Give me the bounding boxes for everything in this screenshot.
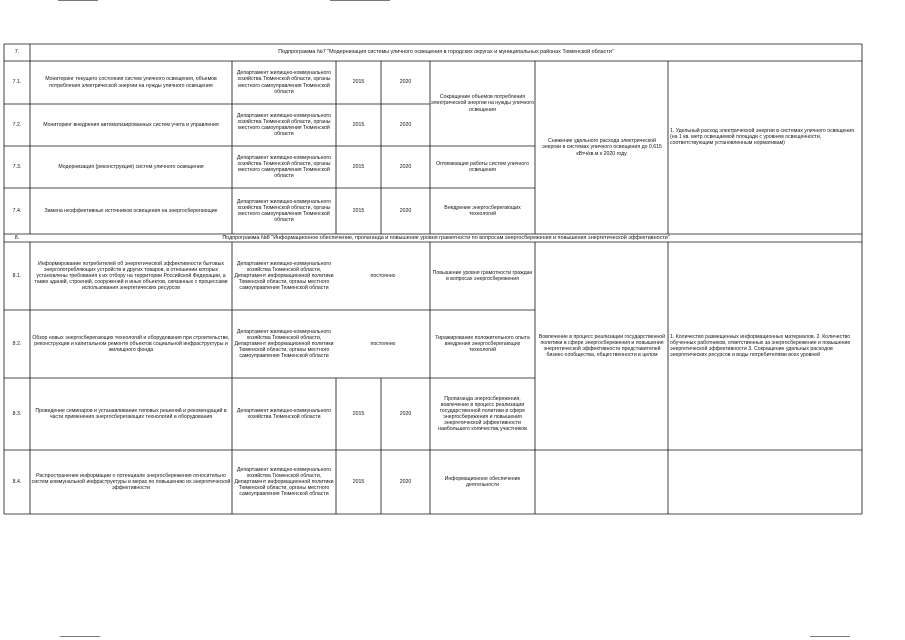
row-8-4-number: 8.4. — [12, 478, 22, 485]
row-7-4-result: Внедрение энергосберегающих технологий — [444, 204, 521, 217]
row-7-3-action: Модернизация (реконструкция) систем уличного освещения — [58, 163, 204, 170]
row-7-4-start: 2015 — [352, 207, 365, 214]
row-7-1-number: 7.1. — [12, 79, 22, 86]
row-7-3-executor: Департамент жилищно-коммунального хозяйства Тюменской области, органы местного самоуправления Тюменской области — [236, 154, 332, 180]
row-7-2-start: 2015 — [352, 121, 365, 128]
row-7-3-result: Оптимизация работы систем уличного освещения — [436, 160, 529, 173]
section-8-indicator: 1. Количество размещенных информационных материалов. 2. Количество обученных работников, ответственных за энергосбережение и повышение энергетической эффективности 3. Сокращение удельных расходов энергетических ресурсов и воды потребителями всех уровней — [670, 333, 851, 359]
section-7-title: Подпрограмма №7 "Модернизация системы уличного освещения в городских округах и муниципальных районах Тюменской области" — [278, 49, 614, 56]
row-7-3-number: 7.3. — [12, 163, 22, 170]
row-7-4-executor: Департамент жилищно-коммунального хозяйства Тюменской области, органы местного самоуправления Тюменской области — [236, 198, 332, 224]
row-8-3-start: 2015 — [352, 410, 365, 417]
section-8-number: 8. — [14, 234, 20, 241]
row-7-1-action: Мониторинг текущего состояния систем уличного освещения, объемов потребления электрической энергии на нужды уличного освещения — [45, 76, 217, 89]
row-7-1-end: 2020 — [399, 79, 412, 86]
row-7-4-end: 2020 — [399, 207, 412, 214]
row-8-1-number: 8.1. — [12, 272, 22, 279]
row-8-2-result: Тиражирование положительного опыта внедрения энергосберегающих технологий — [435, 334, 530, 354]
row-8-4-action: Распространение информации о потенциале энергосбережения относительно систем коммунальной инфраструктуры и мерах по повышению их энергетической эффективности — [31, 472, 231, 492]
row-8-4-end: 2020 — [399, 478, 412, 485]
row-7-2-action: Мониторинг внедрения автоматизированных систем учета и управления — [43, 121, 219, 128]
row-8-3-executor: Департамент жилищно-коммунального хозяйства Тюменской области — [236, 407, 332, 420]
row-8-4-executor: Департамент жилищно-коммунального хозяйства Тюменской области, Департамент информационной политики Тюменской области, органы местного самоуправления Тюменской области — [234, 466, 334, 498]
section-7-number: 7. — [14, 49, 20, 56]
row-7-3-end: 2020 — [399, 163, 412, 170]
row-8-4-start: 2015 — [352, 478, 365, 485]
row-8-1-result: Повышение уровня грамотности граждан в вопросах энергосбережения — [432, 269, 533, 282]
section-7-effect: Снижение удельного расхода электрической энергии в системах уличного освещения до 0,615 кВтч/кв.м к 2020 году. — [542, 138, 662, 157]
row-7-1-2-result: Сокращение объемов потребления электрической энергии на нужды уличного освещения — [431, 94, 534, 113]
row-7-1-start: 2015 — [352, 79, 365, 86]
section-7-indicator: 1. Удельный расход электрической энергии в системах уличного освещения (на 1 кв. метр освещаемой площади с уровнем освещенности, соответствующим установленным нормативам) — [670, 128, 854, 147]
row-7-2-end: 2020 — [399, 121, 412, 128]
row-7-4-number: 7.4. — [12, 207, 22, 214]
section-8-title: Подпрограмма №8 "Информационное обеспечение, пропаганда и повышение уровня грамотности по вопросам энергосбережения и повышения энергетической эффективности" — [222, 234, 670, 241]
row-8-2-executor: Департамент жилищно-коммунального хозяйства Тюменской области, Департамент информационной политики Тюменской области, органы местного самоуправления Тюменской области — [234, 328, 334, 360]
row-7-3-start: 2015 — [352, 163, 365, 170]
row-8-2-number: 8.2. — [12, 340, 22, 347]
row-8-1-period: постоянно — [370, 272, 396, 279]
row-7-2-executor: Департамент жилищно-коммунального хозяйства Тюменской области, органы местного самоуправления Тюменской области — [236, 112, 332, 138]
row-8-3-end: 2020 — [399, 410, 412, 417]
row-7-4-action: Замена неэффективных источников освещения на энергосберегающие — [44, 207, 218, 214]
row-8-1-executor: Департамент жилищно-коммунального хозяйства Тюменской области, Департамент информационной политики Тюменской области, органы местного самоуправления Тюменской области — [234, 260, 334, 292]
row-8-3-action: Проведение семинаров и устанавливание типовых решений и рекомендаций в части применения энергосберегающих технологий и оборудования — [35, 407, 227, 420]
row-8-1-action: Информирование потребителей об энергетической эффективности бытовых энергопотребляющих устройств и других товаров, в отношении которых установлены требования к их отбору на территории Российской Федерации, а также зданий, строений, сооружений и иных объектов, связанных с процессами использования энергетических ресурсов — [34, 260, 228, 292]
row-7-2-number: 7.2. — [12, 121, 22, 128]
row-8-2-action: Обзор новых энергосберегающих технологий и оборудования при строительстве, реконструкции и капитальном ремонте объектов социальной инфраструктуры и жилищного фонда — [32, 334, 230, 354]
row-8-2-period: постоянно — [370, 340, 396, 347]
row-8-3-result: Пропаганда энергосбережения, вовлечение в процесс реализации государственной политики в сфере энергосбережения и повышения энергетической эффективности наибольшего количества участников — [438, 395, 527, 433]
section-8-effect: Вовлечение в процесс реализации государственной политики в сфере энергосбережения и повышения энергетической эффективности представителей бизнес-сообщества, общественности в целом — [538, 333, 666, 359]
row-7-1-executor: Департамент жилищно-коммунального хозяйства Тюменской области, органы местного самоуправления Тюменской области — [236, 70, 332, 95]
row-8-4-result: Информационное обеспечение деятельности — [444, 475, 521, 488]
row-8-3-number: 8.3. — [12, 410, 22, 417]
